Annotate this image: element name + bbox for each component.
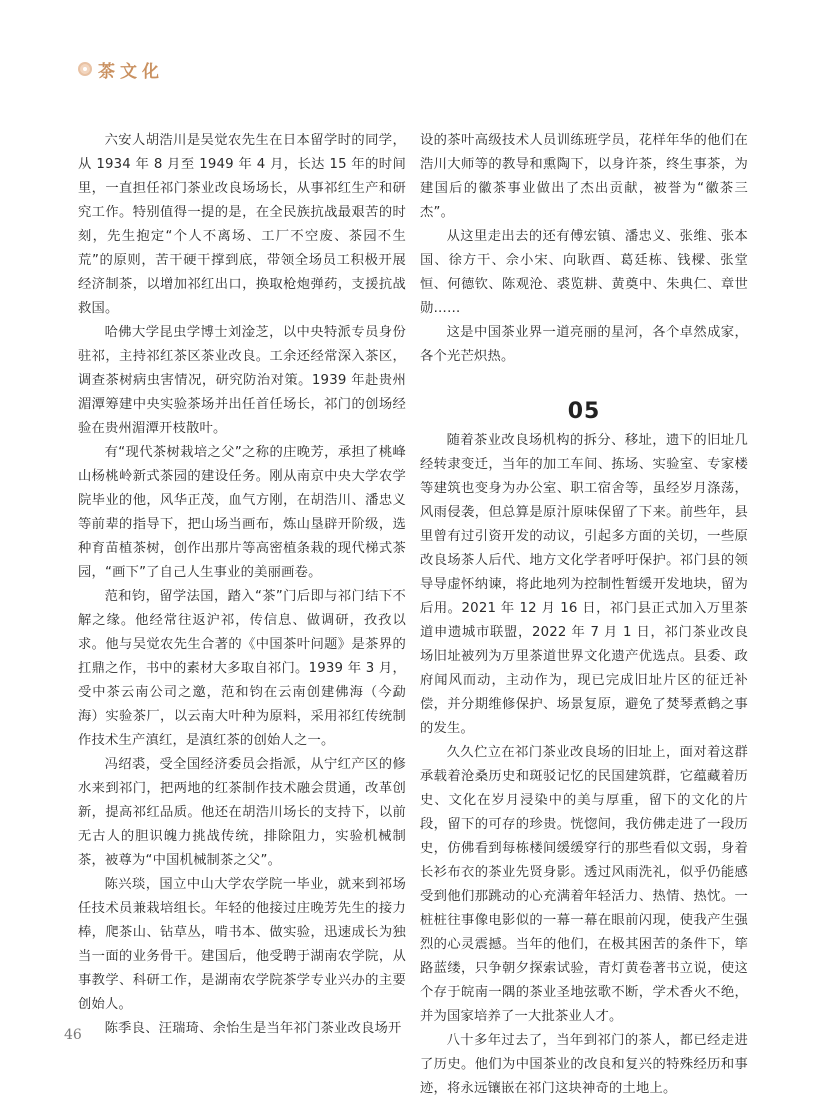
- tea-emblem-icon: [78, 62, 92, 76]
- paragraph: 陈季良、汪瑞琦、余怡生是当年祁门茶业改良场开: [104, 1021, 402, 1036]
- section-number: 05: [567, 399, 601, 424]
- section-title: 茶文化: [98, 61, 164, 82]
- paragraph: 陈兴琰，国立中山大学农学院一毕业，就来到祁场任技术员兼栽培组长。年轻的他接过庄晚芳先生的接力棒，爬茶山、钻草丛，啃书本、做实验，迅速成长为独当一面的业务骨干。建国后，他受聘于湖南农学院，从事教学、科研工作，是湖南农学院茶学专业兴办的主要创始人。: [78, 877, 406, 1012]
- right-column: [420, 129, 748, 1101]
- paragraph: 设的茶叶高级技术人员训练班学员，花样年华的他们在浩川大师等的教导和熏陶下，以身许茶，终生事茶，为建国后的徽茶事业做出了杰出贡献，被誉为“徽茶三杰”。: [420, 133, 748, 220]
- paragraph: 冯绍裘，受全国经济委员会指派，从宁红产区的修水来到祁门，把两地的红茶制作技术融会贯通，改革创新，提高祁红品质。他还在胡浩川场长的支持下，以前无古人的胆识魄力挑战传统，排除阻力，实验机械制茶，被尊为“中国机械制茶之父”。: [78, 757, 406, 868]
- paragraph: 久久伫立在祁门茶业改良场的旧址上，面对着这群承载着沧桑历史和斑驳记忆的民国建筑群，它蕴藏着历史、文化在岁月浸染中的美与厚重，留下的文化的片段，留下的可存的珍贵。恍惚间，我仿佛走进了一段历史，仿佛看到每栋楼间缓缓穿行的那些看似文弱，身着长衫布衣的茶业先贤身影。透过风雨洗礼，似乎仍能感受到他们那跳动的心充满着年轻活力、热情、热忱。一桩桩往事像电影似的一幕一幕在眼前闪现，使我产生强烈的心灵震撼。当年的他们，在极其困苦的条件下，筚路蓝缕，只争朝夕探索试验，青灯黄卷著书立说，使这个存于皖南一隅的茶业圣地弦歌不断，学术香火不绝，并为国家培养了一大批茶业人才。: [420, 745, 748, 1024]
- left-column: [78, 129, 406, 1041]
- paragraph: 六安人胡浩川是吴觉农先生在日本留学时的同学，从 1934 年 8 月至 1949 年 4 月，长达 15 年的时间里，一直担任祁门茶业改良场场长，从事祁红生产和研究工作。特别值得一提的是，在全民族抗战最艰苦的时刻，先生抱定“个人不离场、工厂不空废、茶园不生荒”的原则，苦干硬干撑到底，带领全场员工积极开展经济制茶，以增加祁红出口，换取枪炮弹药，支援抗战救国。: [78, 133, 406, 316]
- paragraph: 有“现代茶树栽培之父”之称的庄晚芳，承担了桃峰山杨桃岭新式茶园的建设任务。刚从南京中央大学农学院毕业的他，风华正茂，血气方刚，在胡浩川、潘忠义等前辈的指导下，把山场当画布，炼山垦辟开阶级，选种育苗植茶树，创作出那片等高密植条栽的现代梯式茶园，“画下”了自己人生事业的美丽画卷。: [78, 445, 406, 580]
- page-number: 46: [64, 1027, 82, 1043]
- paragraph: 从这里走出去的还有傅宏镇、潘忠义、张维、张本国、徐方干、佘小宋、向耿酉、葛廷栋、钱樑、张堂恒、何德钦、陈观沧、裘览耕、黄奠中、朱典仁、章世勋……: [420, 229, 748, 316]
- paragraph: 范和钧，留学法国，踏入“茶”门后即与祁门结下不解之缘。他经常往返沪祁，传信息、做调研，孜孜以求。他与吴觉农先生合著的《中国茶叶问题》是茶界的扛鼎之作，书中的素材大多取自祁门。1939 年 3 月，受中茶云南公司之邀，范和钧在云南创建佛海（今勐海）实验茶厂，以云南大叶种为原料，采用祁红传统制作技术生产滇红，是滇红茶的创始人之一。: [78, 589, 406, 748]
- paragraph: 八十多年过去了，当年到祁门的茶人，都已经走进了历史。他们为中国茶业的改良和复兴的特殊经历和事迹，将永远镶嵌在祁门这块神奇的土地上。: [420, 1033, 748, 1096]
- paragraph: 随着茶业改良场机构的拆分、移址，遗下的旧址几经转隶变迁，当年的加工车间、拣场、实验室、专家楼等建筑也变身为办公室、职工宿舍等，虽经岁月涤荡，风雨侵袭，但总算是原汁原味保留了下来。前些年，县里曾有过引资开发的动议，引起多方面的关切，一些原改良场茶人后代、地方文化学者呼吁保护。祁门县的领导导虚怀纳谏，将此地列为控制性暂缓开发地块，留为后用。2021 年 12 月 16 日，祁门县正式加入万里茶道申遗城市联盟，2022 年 7 月 1 日，祁门茶业改良场旧址被列为万里茶道世界文化遗产优选点。县委、政府闻风而动，主动作为，现已完成旧址片区的征迁补偿，并分期维修保护、场景复原，避免了焚琴煮鹤之事的发生。: [420, 433, 748, 736]
- page-header: [78, 54, 164, 84]
- paragraph: 哈佛大学昆虫学博士刘淦芝，以中央特派专员身份驻祁，主持祁红茶区茶业改良。工余还经常深入茶区，调查茶树病虫害情况，研究防治对策。1939 年赴贵州湄潭筹建中央实验茶场并出任首任场长，祁门的创场经验在贵州湄潭开枝散叶。: [78, 325, 406, 436]
- paragraph: 这是中国茶业界一道亮丽的星河，各个卓然成家，各个光芒炽热。: [420, 325, 748, 364]
